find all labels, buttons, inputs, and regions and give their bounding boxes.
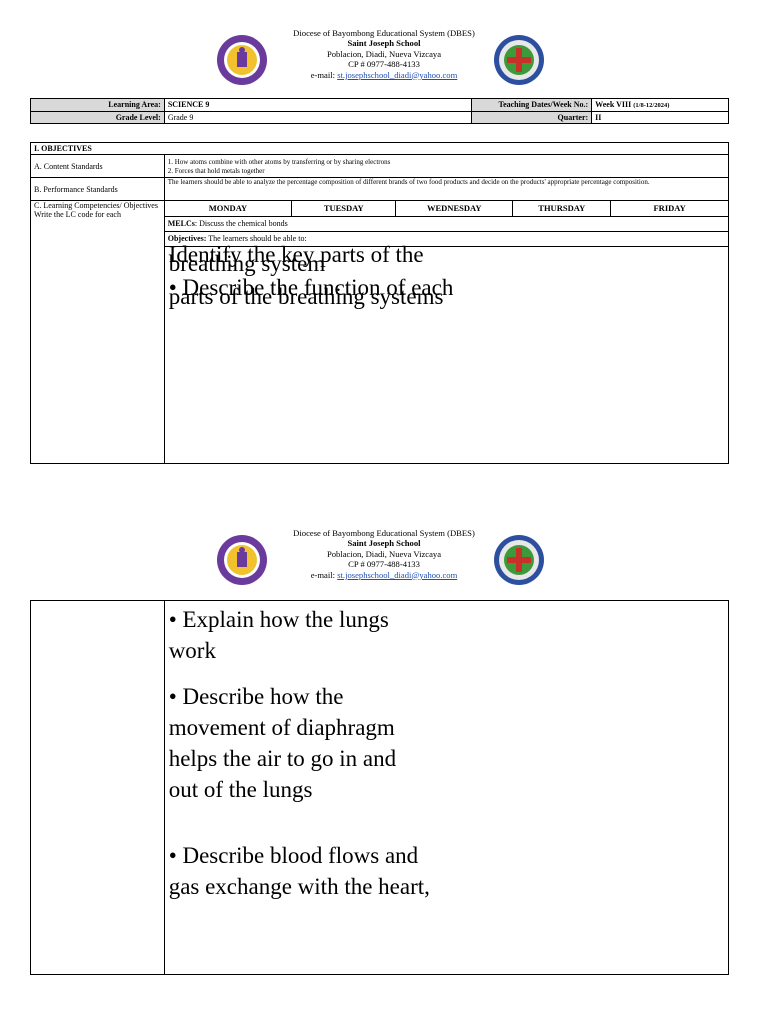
week-value: Week VIII [595, 100, 632, 109]
learning-area-label: Learning Area: [31, 99, 165, 112]
grade-level-label: Grade Level: [31, 112, 165, 124]
email-link[interactable]: st.josephschool_diadi@yahoo.com [337, 569, 458, 580]
objectives-title: I. OBJECTIVES [31, 143, 729, 155]
empty-label-cell [31, 601, 165, 975]
competencies-inner-table [165, 201, 728, 459]
grade-level-value: Grade 9 [164, 112, 472, 124]
diocese-line: Diocese of Bayombong Educational System (DBES) [293, 28, 475, 38]
objectives-table [30, 142, 729, 464]
objective-items [164, 601, 728, 975]
email-line [250, 70, 518, 80]
melcs-label: MELCs [167, 219, 195, 228]
objective-item: • Explain how the lungs work [168, 607, 389, 663]
day-wednesday: WEDNESDAY [396, 201, 513, 217]
objectives-text: The learners should be able to: [206, 234, 307, 243]
content-standards-value [164, 155, 728, 178]
quarter-label: Quarter: [472, 112, 592, 124]
objectives-label: Objectives: [167, 234, 207, 243]
email-label: e-mail: [310, 69, 336, 80]
learning-area-value: SCIENCE 9 [164, 99, 472, 112]
objectives-continuation-table [30, 600, 729, 975]
page-2 [0, 500, 768, 1024]
melcs-text: : Discuss the chemical bonds [194, 219, 288, 228]
letterhead [0, 28, 768, 88]
email-label: e-mail: [310, 569, 336, 580]
email-link[interactable]: st.josephschool_diadi@yahoo.com [337, 69, 458, 80]
day-monday: MONDAY [165, 201, 292, 217]
teaching-dates-label: Teaching Dates/Week No.: [472, 99, 592, 112]
content-standard-item: 1. How atoms combine with other atoms by transferring or by sharing electrons [167, 158, 391, 166]
objective-items [165, 242, 728, 460]
performance-standards-value: The learners should be able to analyze the percentage composition of different brands of two food products and decide on the products' appropriate percentage composition. [164, 178, 728, 201]
melcs-row [165, 217, 728, 232]
school-name: Saint Joseph School [347, 38, 421, 49]
content-standards-label: A. Content Standards [31, 155, 165, 178]
learning-competencies-label: C. Learning Competencies/ Objectives Write the LC code for each [31, 201, 165, 464]
learning-competencies-cell [164, 201, 728, 464]
page-1 [0, 0, 768, 480]
diocese-line: Diocese of Bayombong Educational System (DBES) [293, 528, 475, 538]
objective-item: • Describe blood flows and gas exchange with the heart, [168, 843, 430, 899]
letterhead-text [250, 528, 518, 580]
performance-standards-label: B. Performance Standards [31, 178, 165, 201]
day-friday: FRIDAY [611, 201, 728, 217]
objective-item: • Describe the function of each parts of the breathing systems [168, 275, 454, 309]
school-name: Saint Joseph School [347, 538, 421, 549]
teaching-dates-value [592, 99, 729, 112]
school-address: Poblacion, Diadi, Nueva Vizcaya [326, 48, 442, 59]
letterhead [0, 528, 768, 588]
dates-value: (1/8-12/2024) [633, 102, 670, 109]
school-phone: CP # 0977-488-4133 [348, 59, 420, 70]
objective-item: • Describe how the movement of diaphragm helps the air to go in and out of the lungs [168, 684, 397, 802]
day-thursday: THURSDAY [513, 201, 611, 217]
quarter-value: II [592, 112, 729, 124]
objective-item: Identify the key parts of the breathing system [168, 242, 424, 276]
lesson-info-table [30, 98, 729, 124]
diocese-seal-logo [493, 34, 545, 86]
school-address: Poblacion, Diadi, Nueva Vizcaya [326, 548, 442, 559]
school-phone: CP # 0977-488-4133 [348, 559, 420, 570]
day-tuesday: TUESDAY [292, 201, 396, 217]
letterhead-text [250, 28, 518, 80]
content-standard-item: 2. Forces that hold metals together [167, 166, 265, 175]
email-line [250, 570, 518, 580]
diocese-seal-logo [493, 534, 545, 586]
